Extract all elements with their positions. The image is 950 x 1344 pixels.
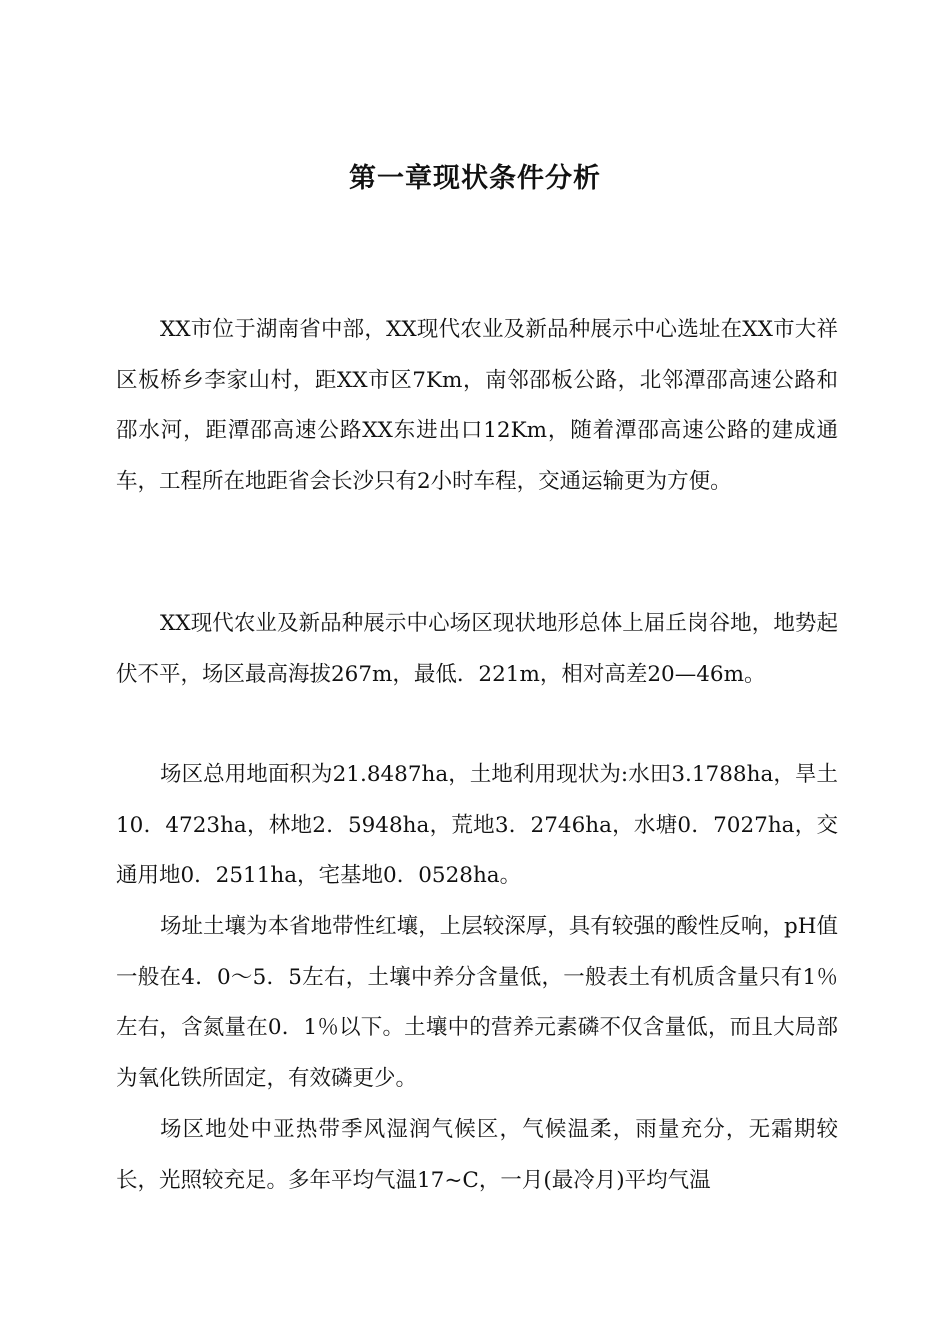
paragraph-climate: 场区地处中亚热带季风湿润气候区，气候温柔，雨量充分，无霜期较长，光照较充足。多年平均气温17~C，一月(最冷月)平均气温: [116, 1117, 838, 1193]
paragraph-soil: 场址土壤为本省地带性红壤，上层较深厚，具有较强的酸性反响，pH值一般在4．0～5．5左右，土壤中养分含量低，一般表土有机质含量只有1％左右，含氮量在0．1％以下。土壤中的营养元素磷不仅含量低，而且大局部为氧化铁所固定，有效磷更少。: [116, 914, 838, 1091]
paragraph-land-use: 场区总用地面积为21.8487ha，土地利用现状为:水田3.1788ha，旱土10．4723ha，林地2．5948ha，荒地3．2746ha，水塘0．7027ha，交通用地0．2511ha，宅基地0．0528ha。: [116, 762, 838, 888]
chapter-title: 第一章现状条件分析: [349, 163, 601, 194]
paragraph-terrain: XX现代农业及新品种展示中心场区现状地形总体上届丘岗谷地，地势起伏不平，场区最高海拔267m，最低．221m，相对高差20—46m。: [116, 611, 838, 687]
paragraph-location: XX市位于湖南省中部，XX现代农业及新品种展示中心选址在XX市大祥区板桥乡李家山村，距XX市区7Km，南邻邵板公路，北邻潭邵高速公路和邵水河，距潭邵高速公路XX东进出口12Km，随着潭邵高速公路的建成通车，工程所在地距省会长沙只有2小时车程，交通运输更为方便。: [116, 317, 838, 494]
